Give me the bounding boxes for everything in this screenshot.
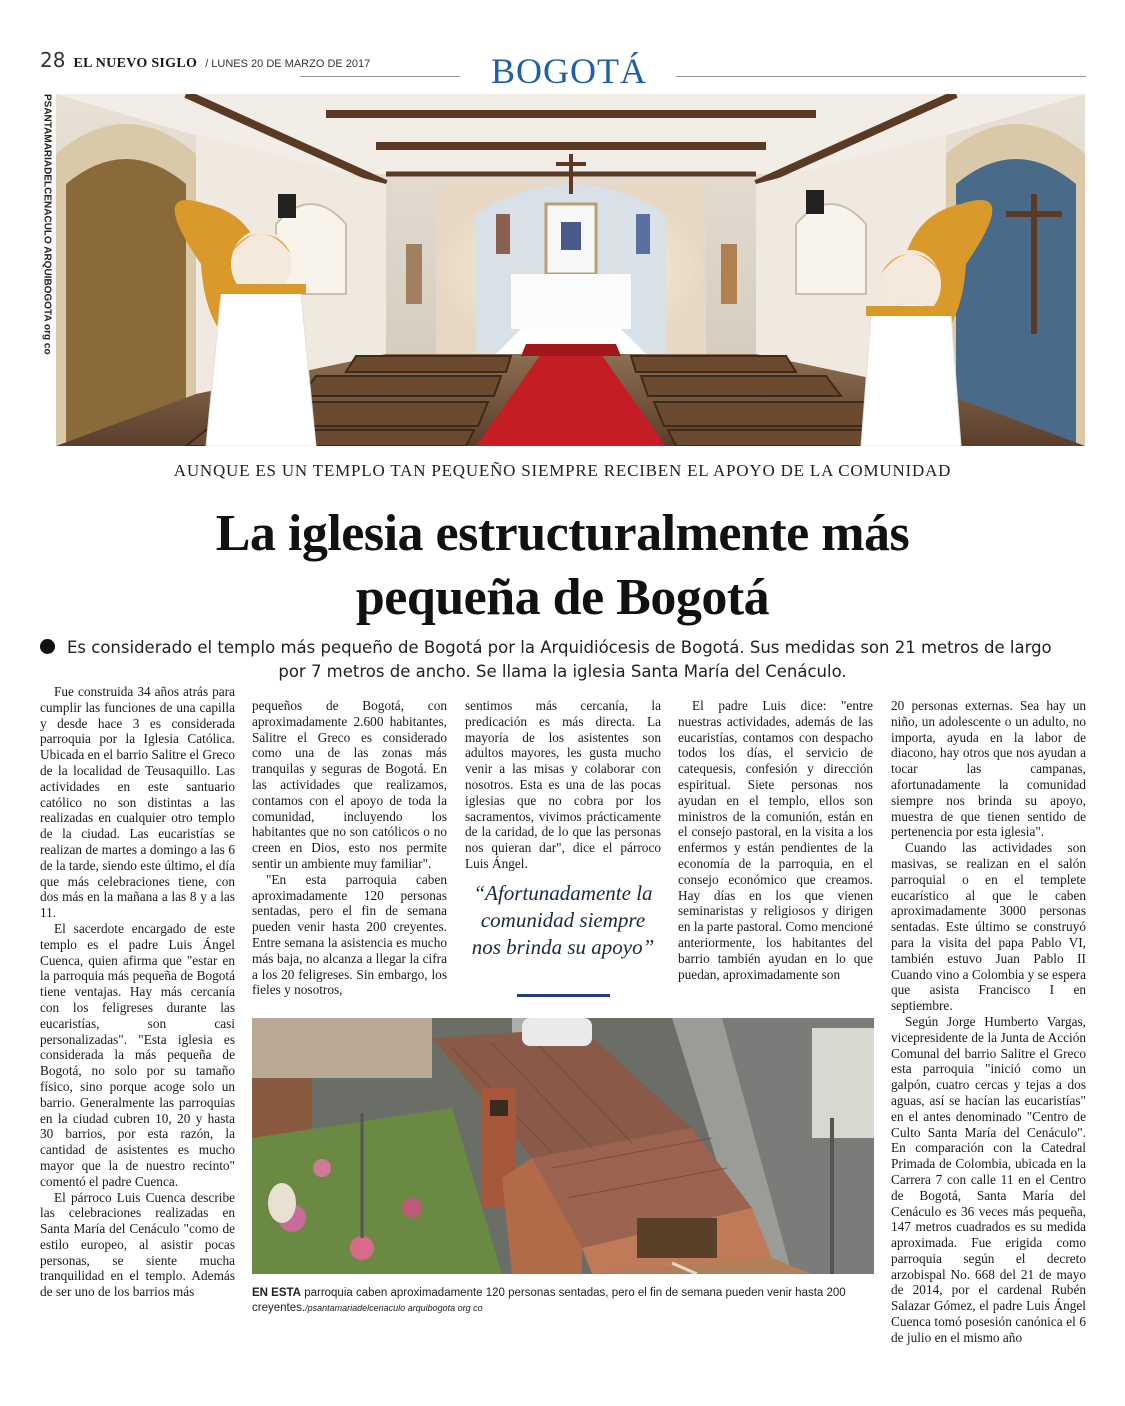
paragraph: pequeños de Bogotá, con aproximadamente 2.600 habitantes, Salitre el Greco es considerado como una de las zonas más tranquilas y seguras de Bogotá. En las actividades que realizamos, contamos con el apoyo de toda la comunidad, incluyendo los habitantes que no son católicos o no creen en Dios, esto nos permite sentir un ambiente muy familiar".	[252, 698, 447, 871]
article-kicker: AUNQUE ES UN TEMPLO TAN PEQUEÑO SIEMPRE RECIBEN EL APOYO DE LA COMUNIDAD	[173, 461, 952, 480]
paragraph: El padre Luis dice: "entre nuestras actividades, además de las eucaristías, contamos con despacho todos los días, el servicio de catequesis, confesión y dirección espiritual. Siete personas nos ayudan en el templo, ellos son ministros de la comunión, están en el consejo pastoral, en la visita a los enfermos y están pendientes de la economía de la parroquia, en el consejo económico que creamos. Hay días en los que vienen seminaristas y religiosos y dirigen en la parte pastoral. Como mencioné anteriormente, los habitantes del barrio también ayudan en lo que puedan, aproximadamente son	[678, 698, 873, 982]
body-column-4	[678, 698, 873, 1000]
folio	[40, 48, 370, 74]
paragraph: sentimos más cercanía, la predicación es más directa. La mayoría de los asistentes son adultos mayores, les gusta mucho venir a las misas y colaborar con nosotros. Esta es una de las pocas iglesias que no cobra por los sacramentos, vivimos prácticamente de la caridad, de lo que las personas nos quieran dar", dice el párroco Luis Ángel.	[465, 698, 661, 871]
photo-credit	[40, 94, 54, 446]
summary-line-2: por 7 metros de ancho. Se llama la iglesia Santa María del Cenáculo.	[278, 662, 847, 681]
headline-line-1: La iglesia estructuralmente más	[215, 505, 910, 562]
photo-caption	[252, 1286, 874, 1316]
caption-text: parroquia caben aproximadamente 120 personas sentadas, pero el fin de semana pueden venir hasta 200 creyentes.	[252, 1287, 846, 1314]
church-aerial-illustration	[252, 1018, 874, 1274]
paragraph: El sacerdote encargado de este templo es el padre Luis Ángel Cuenca, quien afirma que "estar en la parroquia más pequeña de Bogotá tiene ventajas. Hay más cercanía con los feligreses durante las eucaristías, son casi personalizadas". "Esta iglesia es considerada la más pequeña de Bogotá, no solo por su tamaño físico, sino porque acoge solo un barrio. Generalmente las parroquias en la ciudad cubren 10, 20 y hasta 30 barrios, por esta razón, la cantidad de asistentes es mucho mayor que la de nuestro recinto" comentó el padre Cuenca.	[40, 920, 235, 1189]
caption-lead: EN ESTA	[252, 1287, 301, 1299]
body-column-2	[252, 698, 447, 1000]
church-interior-photo	[56, 94, 1085, 446]
article-headline	[40, 502, 1085, 630]
pull-quote: “Afortunadamente la comunidad siempre nos brinda su apoyo”	[471, 881, 655, 959]
body-column-1	[40, 684, 235, 1384]
publication-date: / LUNES 20 DE MARZO DE 2017	[205, 58, 371, 70]
photo-credit-text: PSANTAMARIADELCENACULO ARQUIBOGOTA org co	[41, 94, 53, 355]
body-column-3	[465, 698, 661, 878]
header-rule-right	[676, 76, 1086, 77]
body-column-5	[891, 698, 1086, 1388]
summary-line-1: Es considerado el templo más pequeño de Bogotá por la Arquidiócesis de Bogotá. Sus medidas son 21 metros de largo	[67, 638, 1052, 657]
paragraph: Según Jorge Humberto Vargas, vicepresidente de la Junta de Acción Comunal del barrio Salitre el Greco esta parroquia "inició como un galpón, cuatro cercas y tejas a dos aguas, así se hacían las eucaristías" en el antes denominado "Centro de Culto Santa María del Cenáculo". En comparación con la Catedral Primada de Colombia, ubicada en la Carrera 7 con calle 11 en el Centro de Bogotá, Santa María del Cenáculo es 36 veces más pequeña, 147 metros cuadrados es su medida aproximada. Fue erigida como parroquia según el decreto arzobispal No. 668 del 21 de mayo de 2014, por el cardenal Rubén Salazar Gómez, el padre Luis Ángel Cuenca tomó posesión canónica el 6 de julio en el mismo año	[891, 1013, 1086, 1345]
paragraph: 20 personas externas. Sea hay un niño, un adolescente o un adulto, no importa, ayuda en la labor de diacono, hay otros que nos ayudan a tocar las campanas, afortunadamente la comunidad siempre nos brinda su apoyo, muestra de que tienen sentido de pertenencia por esta iglesia".	[891, 698, 1086, 840]
section-title: BOGOTÁ	[491, 51, 647, 91]
page-number: 28	[40, 48, 66, 72]
newspaper-name: EL NUEVO SIGLO	[73, 56, 198, 71]
paragraph: El párroco Luis Cuenca describe las celebraciones realizadas en Santa María del Cenáculo "como de estilo europeo, al asistir pocas personas, se siente mucha tranquilidad en el templo. Además de ser uno de los barrios más	[40, 1189, 235, 1300]
paragraph: Fue construida 34 años atrás para cumplir las funciones de una capilla y desde hace 3 es considerada parroquia por la Iglesia Católica. Ubicada en el barrio Salitre el Greco de la localidad de Teusaquillo. Las actividades en este santuario católico no son distintas a las realizadas en cualquier otro templo de la ciudad. Las eucaristías se realizan de martes a domingo a las 6 de la tarde, siendo este último, el día que más celebraciones tiene, con dos más en la mañana a las 8 y a las 11.	[40, 684, 235, 921]
church-aerial-photo	[252, 1018, 874, 1274]
header-rule-left	[300, 76, 460, 77]
paragraph: "En esta parroquia caben aproximadamente 120 personas sentadas, pero el fin de semana pueden venir hasta 200 creyentes. Entre semana la asistencia es mucho más baja, no alcanza a llegar la cifra a los 20 feligreses. Sin embargo, los fieles y nosotros,	[252, 871, 447, 998]
caption-credit: /psantamariadelcenaculo arquibogota org co	[305, 1303, 483, 1313]
pull-quote-rule	[517, 994, 610, 997]
bullet-icon	[40, 639, 55, 654]
headline-line-2: pequeña de Bogotá	[355, 569, 770, 626]
article-summary	[40, 636, 1085, 684]
church-interior-illustration	[56, 94, 1085, 446]
paragraph: Cuando las actividades son masivas, se realizan en el salón parroquial o en el templete eucarístico al que le caben aproximadamente 3000 personas sentadas. Este último se construyó para la visita del papa Pablo VI, también estuvo Juan Pablo II Cuando vino a Colombia y se espera que asista Francisco I en septiembre.	[891, 840, 1086, 1014]
